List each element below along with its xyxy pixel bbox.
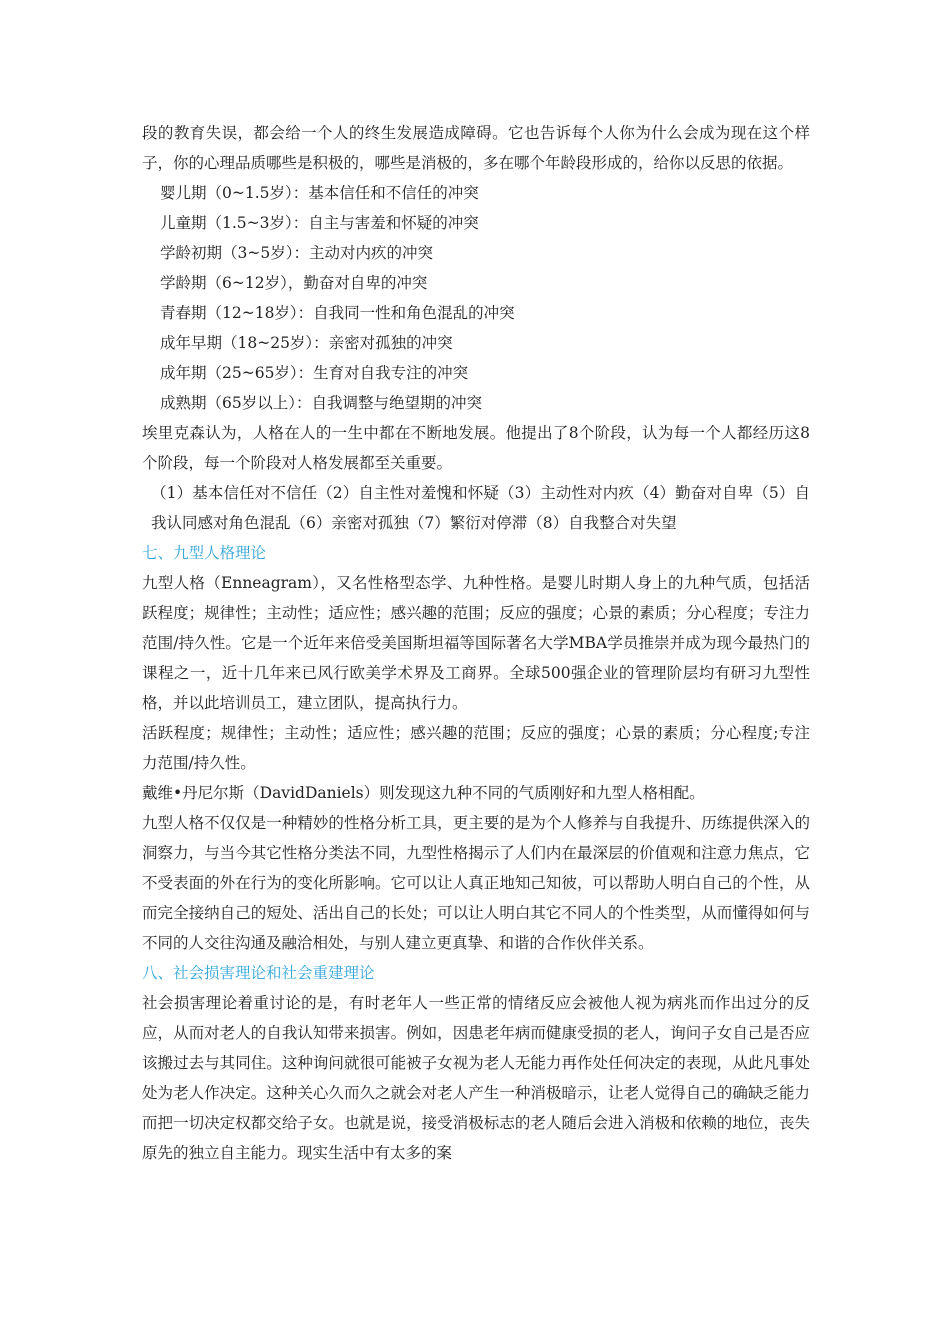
stage-item-young-adult: 成年早期（18~25岁）：亲密对孤独的冲突: [160, 334, 453, 352]
enneagram-paragraph-3: 戴维•丹尼尔斯（DavidDaniels）则发现这九种不同的气质刚好和九型人格相配。: [142, 784, 705, 802]
enneagram-paragraph-1: 九型人格（Enneagram），又名性格型态学、九种性格。是婴儿时期人身上的九种气质，包括活跃程度；规律性；主动性；适应性；感兴趣的范围；反应的强度；心景的素质；分心程度；专注力范围/持久性。它是一个近年来倍受美国斯坦福等国际著名大学MBA学员推崇并成为现今最热门的课程之一，近十几年来已风行欧美学术界及工商界。全球500强企业的管理阶层均有研习九型性格，并以此培训员工，建立团队，提高执行力。: [142, 574, 810, 712]
stage-item-adolescence: 青春期（12~18岁）：自我同一性和角色混乱的冲突: [160, 304, 515, 322]
section-heading-enneagram: 七、九型人格理论: [142, 544, 267, 562]
document-page: [142, 118, 810, 1168]
social-breakdown-paragraph: 社会损害理论着重讨论的是，有时老年人一些正常的情绪反应会被他人视为病兆而作出过分的反应，从而对老人的自我认知带来损害。例如，因患老年病而健康受损的老人，询问子女自己是否应该搬过去与其同住。这种询问就很可能被子女视为老人无能力再作处任何决定的表现，从此凡事处处为老人作决定。这种关心久而久之就会对老人产生一种消极暗示，让老人觉得自己的确缺乏能力而把一切决定权都交给子女。也就是说，接受消极标志的老人随后会进入消极和依赖的地位，丧失原先的独立自主能力。现实生活中有太多的案: [142, 994, 810, 1162]
enneagram-paragraph-4: 九型人格不仅仅是一种精妙的性格分析工具，更主要的是为个人修养与自我提升、历练提供深入的洞察力，与当今其它性格分类法不同，九型性格揭示了人们内在最深层的价值观和注意力焦点，它不受表面的外在行为的变化所影响。它可以让人真正地知己知彼，可以帮助人明白自己的个性，从而完全接纳自己的短处、活出自己的长处；可以让人明白其它不同人的个性类型，从而懂得如何与不同的人交往沟通及融洽相处，与别人建立更真挚、和谐的合作伙伴关系。: [142, 814, 810, 952]
erikson-summary: 埃里克森认为，人格在人的一生中都在不断地发展。他提出了8个阶段，认为每一个人都经历这8个阶段，每一个阶段对人格发展都至关重要。: [142, 424, 810, 472]
stage-item-preschool: 学龄初期（3~5岁）：主动对内疚的冲突: [160, 244, 433, 262]
stage-item-maturity: 成熟期（65岁以上）：自我调整与绝望期的冲突: [160, 394, 482, 412]
stage-list: [142, 178, 810, 418]
stage-item-adulthood: 成年期（25~65岁）：生育对自我专注的冲突: [160, 364, 469, 382]
section-heading-social-breakdown: 八、社会损害理论和社会重建理论: [142, 964, 375, 982]
stage-item-school-age: 学龄期（6~12岁），勤奋对自卑的冲突: [160, 274, 428, 292]
intro-paragraph: 段的教育失误，都会给一个人的终生发展造成障碍。它也告诉每个人你为什么会成为现在这个样子，你的心理品质哪些是积极的，哪些是消极的，多在哪个年龄段形成的，给你以反思的依据。: [142, 124, 810, 172]
stage-item-early-childhood: 儿童期（1.5~3岁）：自主与害羞和怀疑的冲突: [160, 214, 479, 232]
erikson-numbered-list: （1）基本信任对不信任（2）自主性对羞愧和怀疑（3）主动性对内疚（4）勤奋对自卑（5）自我认同感对角色混乱（6）亲密对孤独（7）繁衍对停滞（8）自我整合对失望: [151, 484, 810, 532]
enneagram-paragraph-2: 活跃程度；规律性；主动性；适应性；感兴趣的范围；反应的强度；心景的素质；分心程度;专注力范围/持久性。: [142, 724, 810, 772]
stage-item-infancy: 婴儿期（0~1.5岁）：基本信任和不信任的冲突: [160, 184, 479, 202]
